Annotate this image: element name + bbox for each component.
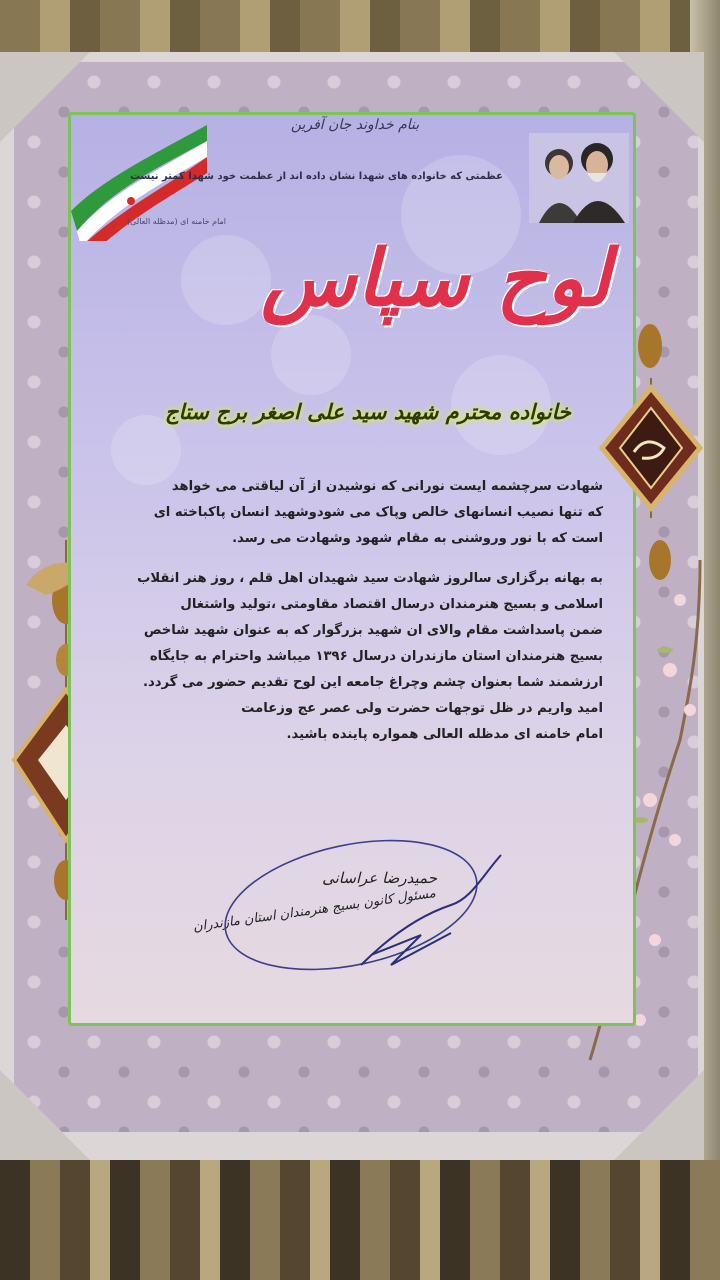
signature-scribble	[221, 815, 521, 995]
leader-quote: عظمتی که خانواده های شهدا نشان داده اند از عظمت خود شهدا کمتر نیست	[129, 171, 503, 182]
basmala: بنام خداوند جان آفرین	[290, 117, 420, 133]
pendant-ornament	[640, 530, 680, 590]
body-line: امام خامنه ای مدظله العالی همواره پاینده باشید.	[286, 727, 603, 742]
carpet-foreground	[0, 1160, 720, 1280]
pendant-ornament	[630, 316, 670, 376]
certificate-title: لوح سپاس	[261, 233, 611, 324]
signer-title: مسئول کانون بسیج هنرمندان استان مازندران	[192, 886, 437, 935]
certificate	[68, 112, 636, 1026]
decor-circle	[181, 235, 271, 325]
body-line: اسلامی و بسیج هنرمندان درسال اقتصاد مقاومتی ،تولید واشتغال	[180, 597, 603, 612]
body-line: که تنها نصیب انسانهای خالص وپاک می شودوشهید انسان پاکباخته ای	[153, 505, 603, 520]
addressee: خانواده محترم شهید سید علی اصغر برج ستاج	[164, 399, 571, 424]
signer-name: حمیدرضا عراسانی	[322, 869, 437, 887]
body-line: است که با نور وروشنی به مقام شهود وشهادت می رسد.	[232, 531, 603, 546]
body-line: ضمن پاسداشت مقام والای ان شهید بزرگوار که به عنوان شهید شاخص	[143, 623, 603, 638]
artists-basij-emblem	[596, 378, 706, 518]
body-line: به بهانه برگزاری سالروز شهادت سید شهیدان اهل قلم ، روز هنر انقلاب	[137, 571, 603, 586]
decor-circle	[111, 415, 181, 485]
body-line: شهادت سرچشمه ایست نورانی که نوشیدن از آن لیاقتی می خواهد	[171, 479, 603, 494]
body-line: ارزشمند شما بعنوان چشم وچراغ جامعه این لوح تقدیم حضور می گردد.	[142, 675, 603, 690]
carpet-background	[0, 0, 720, 60]
leaders-portrait	[529, 133, 629, 223]
decor-circle	[271, 315, 351, 395]
body-line: بسیج هنرمندان استان مازندران درسال ۱۳۹۶ میباشد واحترام به جایگاه	[149, 649, 603, 664]
body-line: امید واریم در ظل توجهات حضرت ولی عصر عج وزعامت	[241, 701, 603, 716]
quote-source: امام خامنه ای (مدظله العالی)	[127, 217, 227, 226]
